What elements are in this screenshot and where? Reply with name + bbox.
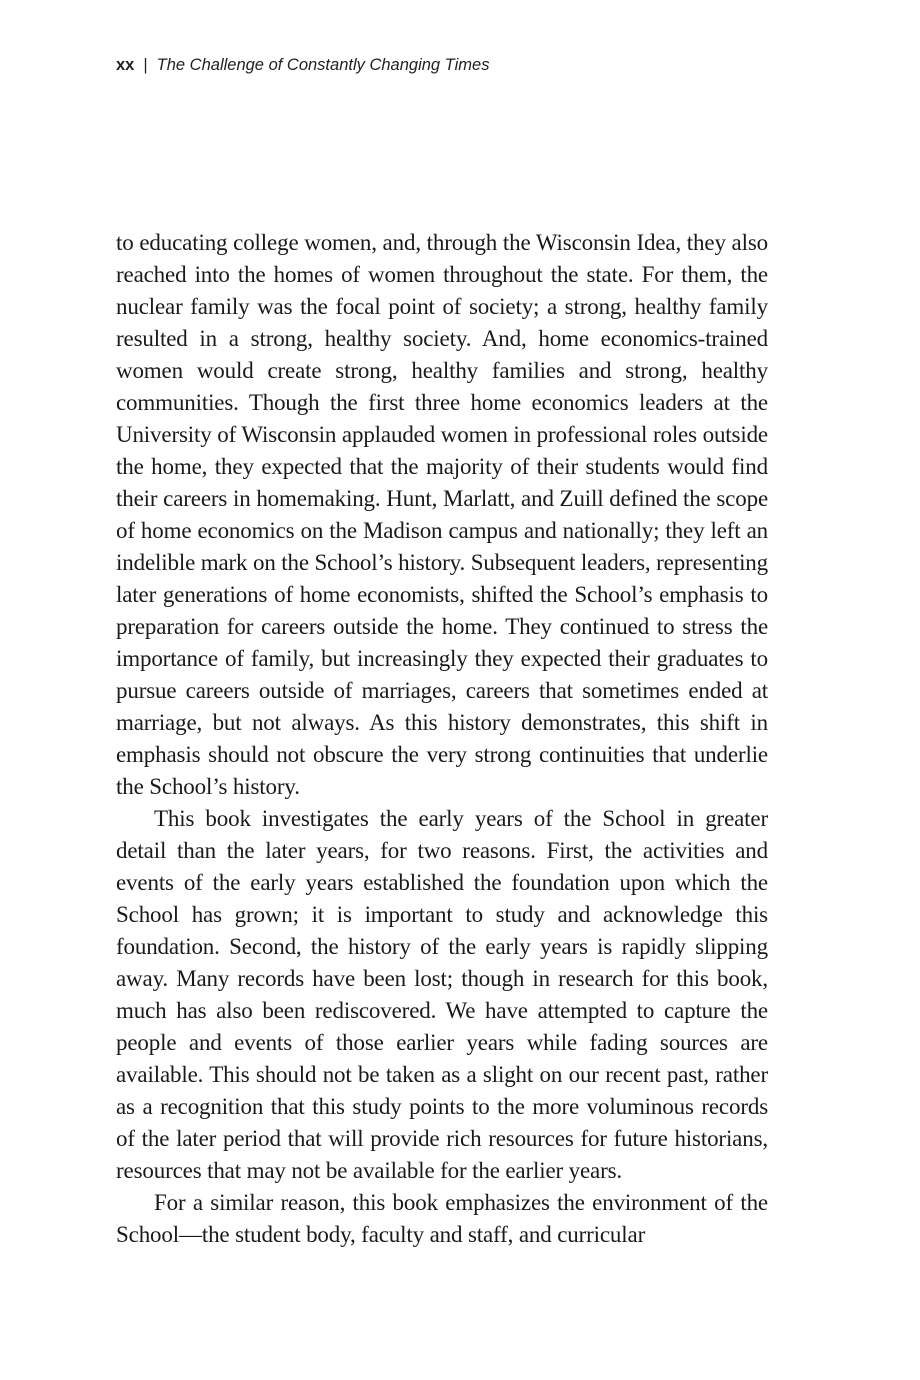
header-separator: | xyxy=(143,56,148,74)
running-header xyxy=(116,53,489,77)
book-title: The Challenge of Constantly Changing Times xyxy=(156,56,490,74)
paragraph-early-years: This book investigates the early years of the School in greater detail than the later years, for two reasons. First, the activities and events of the early years established the foundation upon which the School has grown; it is important to study and acknowledge this foundation. Second, the history of the early years is rapidly slipping away. Many records have been lost; though in research for this book, much has also been rediscovered. We have attempted to capture the people and events of those earlier years while fading sources are available. This should not be taken as a slight on our recent past, rather as a recognition that this study points to the more voluminous records of the later period that will provide rich resources for future historians, resources that may not be available for the earlier years. xyxy=(116,806,768,1183)
paragraph-continued: to educating college women, and, through the Wisconsin Idea, they also reached into the homes of women throughout the state. For them, the nuclear family was the focal point of society; a strong, healthy family resulted in a strong, healthy society. And, home economics-trained women would create strong, healthy families and strong, healthy communities. Though the first three home economics leaders at the University of Wisconsin applauded women in professional roles outside the home, they expected that the majority of their students would find their careers in homemaking. Hunt, Marlatt, and Zuill defined the scope of home economics on the Madison campus and nationally; they left an indelible mark on the School’s history. Subsequent leaders, representing later generations of home economists, shifted the School’s emphasis to preparation for careers outside the home. They continued to stress the importance of family, but increasingly they expected their graduates to pursue careers outside of marriages, careers that sometimes ended at marriage, but not always. As this history demonstrates, this shift in emphasis should not obscure the very strong continuities that underlie the School’s history. xyxy=(116,230,769,799)
page-number: xx xyxy=(116,56,135,74)
paragraph-environment: For a similar reason, this book emphasizes the environment of the School—the student body, faculty and staff, and curricular xyxy=(116,1190,768,1247)
body-text xyxy=(116,227,768,1251)
